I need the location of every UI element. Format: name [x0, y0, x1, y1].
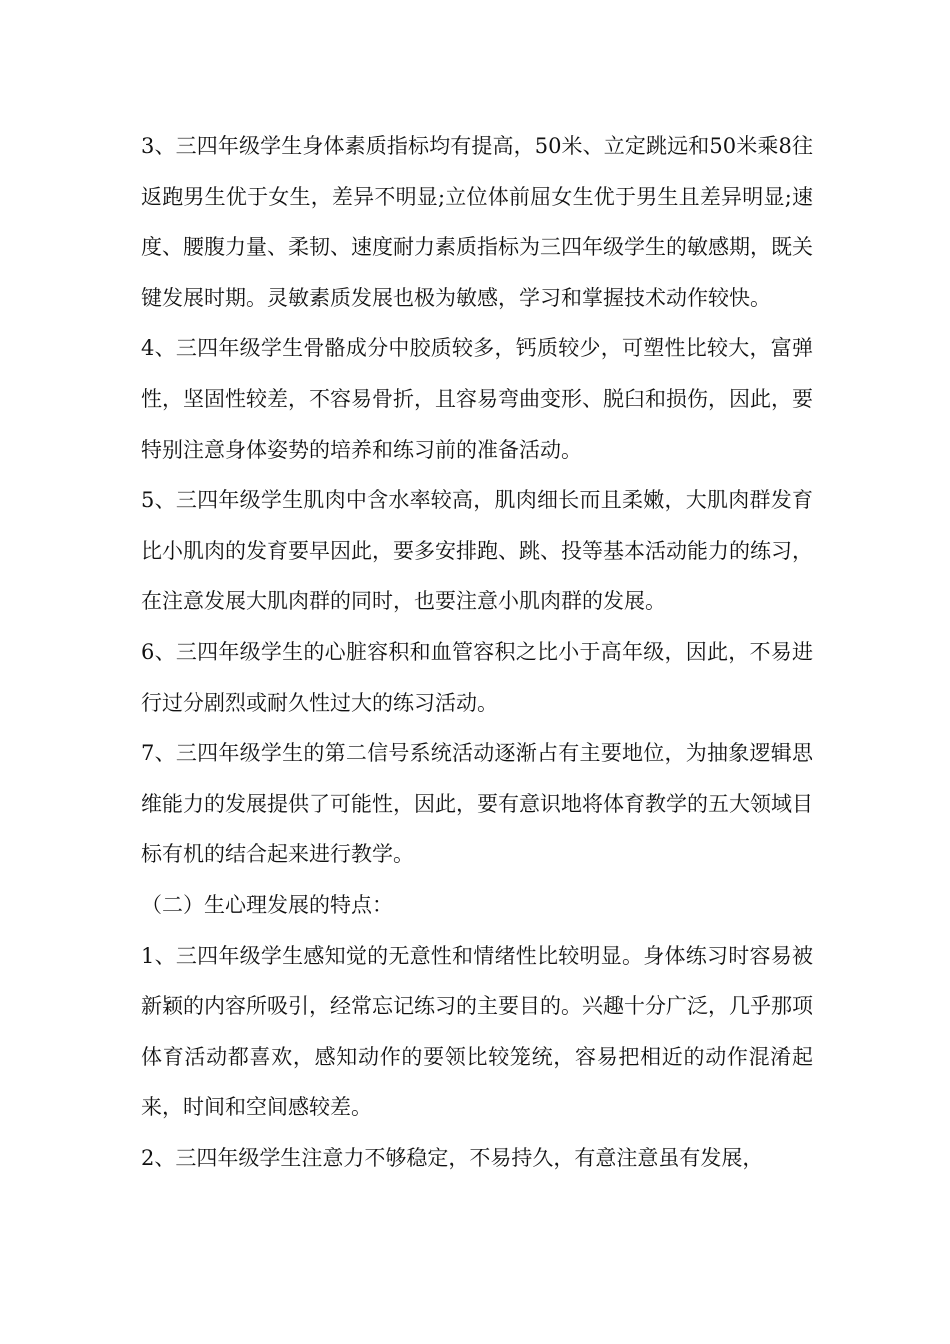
- paragraph-psych-2: 2、三四年级学生注意力不够稳定，不易持久，有意注意虽有发展，: [141, 1145, 764, 1170]
- paragraph-psych-1: 1、三四年级学生感知觉的无意性和情绪性比较明显。身体练习时容易被新颖的内容所吸引，经常忘记练习的主要目的。兴趣十分广泛，几乎那项体育活动都喜欢，感知动作的要领比较笼统，容易把相近的动作混淆起来，时间和空间感较差。: [141, 943, 813, 1120]
- paragraph-7: 7、三四年级学生的第二信号系统活动逐渐占有主要地位，为抽象逻辑思维能力的发展提供了可能性，因此，要有意识地将体育教学的五大领域目标有机的结合起来进行教学。: [141, 741, 813, 867]
- paragraph-5: 5、三四年级学生肌肉中含水率较高，肌肉细长而且柔嫩，大肌肉群发育比小肌肉的发育要早因此，要多安排跑、跳、投等基本活动能力的练习，在注意发展大肌肉群的同时，也要注意小肌肉群的发展。: [141, 488, 813, 614]
- document-body: [141, 121, 813, 1183]
- paragraph-6: 6、三四年级学生的心脏容积和血管容积之比小于高年级，因此，不易进行过分剧烈或耐久性过大的练习活动。: [141, 639, 813, 715]
- paragraph-4: 4、三四年级学生骨骼成分中胶质较多，钙质较少，可塑性比较大，富弹性，坚固性较差，不容易骨折，且容易弯曲变形、脱臼和损伤，因此，要特别注意身体姿势的培养和练习前的准备活动。: [141, 336, 813, 462]
- paragraph-3: 3、三四年级学生身体素质指标均有提高，50米、立定跳远和50米乘8往返跑男生优于女生，差异不明显;立位体前屈女生优于男生且差异明显;速度、腰腹力量、柔韧、速度耐力素质指标为三四年级学生的敏感期，既关键发展时期。灵敏素质发展也极为敏感，学习和掌握技术动作较快。: [141, 134, 813, 310]
- section-heading: （二）生心理发展的特点：: [141, 892, 393, 917]
